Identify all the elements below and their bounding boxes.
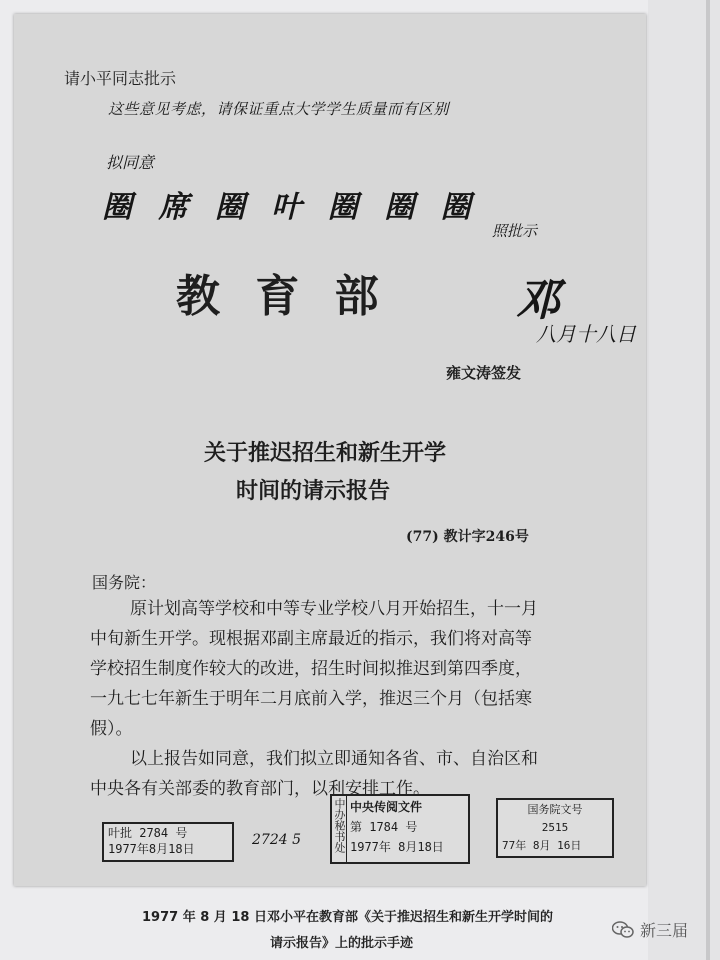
approval-signature: 邓 bbox=[516, 275, 560, 326]
caption-line-2: 请示报告》上的批示手迹 bbox=[270, 936, 414, 951]
stamp-right-date: 77年 8月 16日 bbox=[502, 839, 582, 852]
circulation-stamp bbox=[330, 794, 470, 864]
document-photocopy bbox=[14, 14, 646, 886]
ministry-header: 教 育 部 bbox=[176, 271, 389, 322]
addressee: 国务院： bbox=[92, 573, 157, 592]
body-line: 以上报告如同意，我们拟立即通知各省、市、自治区和 bbox=[130, 749, 538, 769]
instruction-line: 请小平同志批示 bbox=[64, 69, 177, 88]
body-line: 原计划高等学校和中等专业学校八月开始招生，十一月 bbox=[130, 599, 538, 619]
handwritten-instruction: 这些意见考虑，请保证重点大学学生质量而有区别 bbox=[108, 100, 450, 118]
body-line: 中旬新生开学。现根据邓副主席最近的指示，我们将对高等 bbox=[90, 629, 532, 649]
signer-line: 雍文涛签发 bbox=[446, 364, 522, 382]
body-line: 假）。 bbox=[90, 719, 133, 739]
background-divider bbox=[706, 0, 710, 960]
handwritten-signatures: 圈 席 圈 叶 圈 圈 圈 bbox=[102, 190, 479, 225]
stamp-left-date: 1977年8月18日 bbox=[108, 842, 195, 856]
document-code: (77) 教计字246号 bbox=[406, 529, 529, 545]
state-council-stamp bbox=[496, 798, 614, 858]
stamp-right-office: 国务院文号 bbox=[527, 803, 583, 816]
stamp-circulation-title: 中央传阅文件 bbox=[350, 800, 423, 814]
title-line-2: 时间的请示报告 bbox=[236, 478, 391, 504]
handwritten-approve: 拟同意 bbox=[106, 153, 155, 172]
stamp-circulation-number: 第 1784 号 bbox=[350, 820, 418, 834]
wechat-icon bbox=[612, 921, 634, 939]
handwritten-doc-number: 2724 5 bbox=[252, 832, 301, 848]
watermark bbox=[612, 918, 688, 941]
body-line: 中央各有关部委的教育部门，以利安排工作。 bbox=[90, 779, 430, 799]
stamp-right-number: 2515 bbox=[541, 821, 569, 834]
stamp-left-number: 叶批 2784 号 bbox=[108, 826, 188, 840]
body-line: 学校招生制度作较大的改进，招生时间拟推迟到第四季度， bbox=[90, 659, 532, 679]
body-line: 一九七七年新生于明年二月底前入学，推迟三个月（包括寒 bbox=[90, 689, 532, 709]
handwritten-note: 照批示 bbox=[492, 222, 538, 240]
title-line-1: 关于推迟招生和新生开学 bbox=[204, 440, 447, 466]
approval-date: 八月十八日 bbox=[536, 322, 636, 346]
caption-line-1: 1977 年 8 月 18 日邓小平在教育部《关于推迟招生和新生开学时间的 bbox=[142, 910, 553, 925]
stamp-office-name: 中办秘书处 bbox=[332, 796, 347, 862]
receipt-stamp-left bbox=[102, 822, 234, 862]
watermark-text: 新三届 bbox=[640, 921, 689, 940]
stamp-circulation-date: 1977年 8月18日 bbox=[350, 840, 444, 854]
